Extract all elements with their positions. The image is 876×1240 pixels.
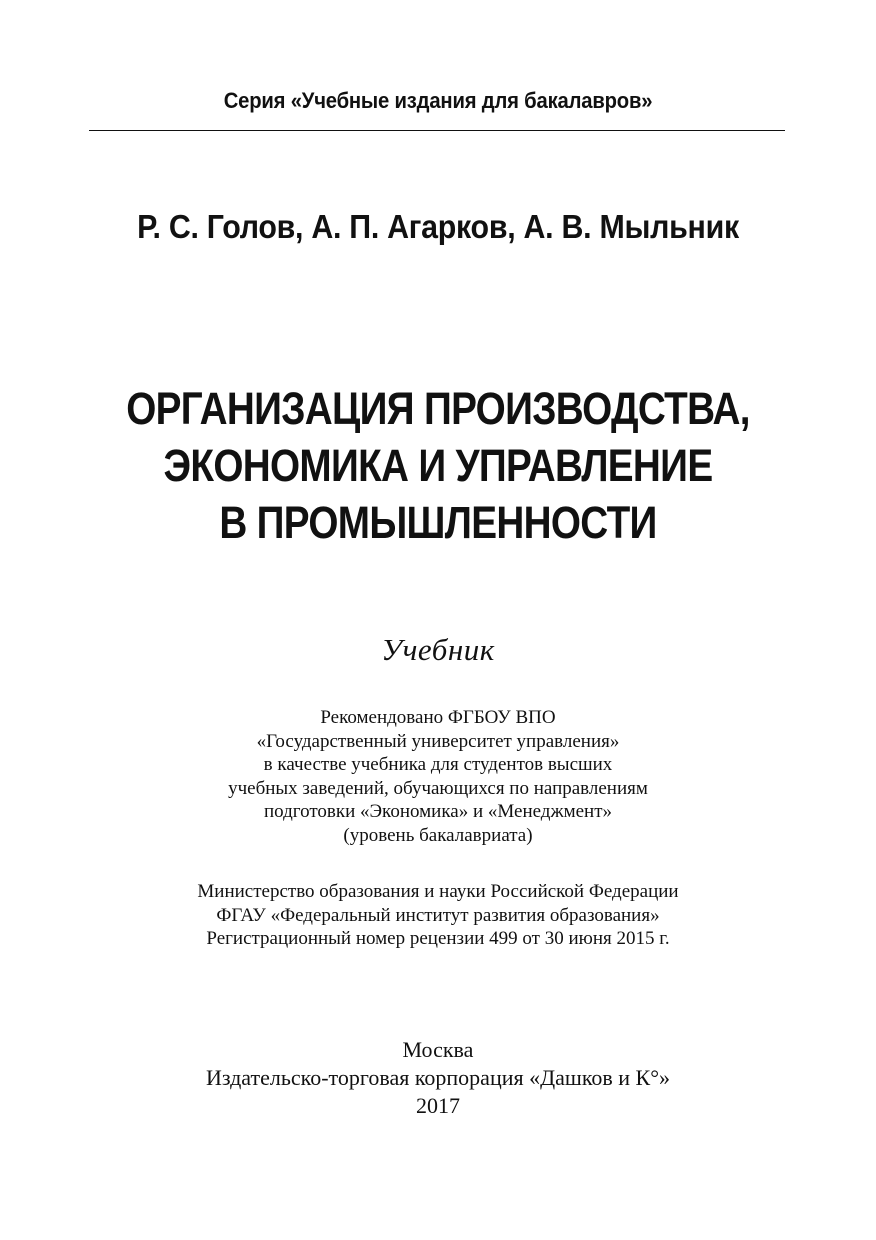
recommendation-line: Рекомендовано ФГБОУ ВПО [320, 707, 556, 728]
book-title-line: В ПРОМЫШЛЕННОСТИ [219, 497, 657, 548]
recommendation-line: учебных заведений, обучающихся по направлениям [228, 777, 648, 799]
header-divider [89, 130, 785, 131]
book-title [61, 380, 814, 551]
document-type: Учебник [381, 632, 495, 667]
imprint [0, 1036, 876, 1120]
series-name: Серия «Учебные издания для бакалавров» [223, 88, 653, 113]
recommendation-line: подготовки «Экономика» и «Менеджмент» [263, 801, 613, 823]
recommendation-block [0, 706, 876, 848]
recommendation-line: (уровень бакалавриата) [343, 824, 533, 846]
imprint-year: 2017 [416, 1093, 460, 1118]
book-title-line: ОРГАНИЗАЦИЯ ПРОИЗВОДСТВА, [126, 383, 750, 434]
recommendation-line: в качестве учебника для студентов высших [263, 754, 613, 776]
recommendation-line: «Государственный университет управления» [256, 730, 620, 752]
ministry-line: ФГАУ «Федеральный институт развития образования» [216, 904, 660, 926]
ministry-block [0, 880, 876, 951]
ministry-line: Регистрационный номер рецензии 499 от 30 июня 2015 г. [206, 928, 670, 950]
imprint-publisher: Издательско-торговая корпорация «Дашков и К°» [205, 1065, 671, 1090]
book-title-line: ЭКОНОМИКА И УПРАВЛЕНИЕ [163, 440, 713, 491]
authors: Р. С. Голов, А. П. Агарков, А. В. Мыльник [137, 208, 739, 245]
ministry-line: Министерство образования и науки Российской Федерации [197, 881, 679, 902]
imprint-city: Москва [402, 1037, 474, 1062]
